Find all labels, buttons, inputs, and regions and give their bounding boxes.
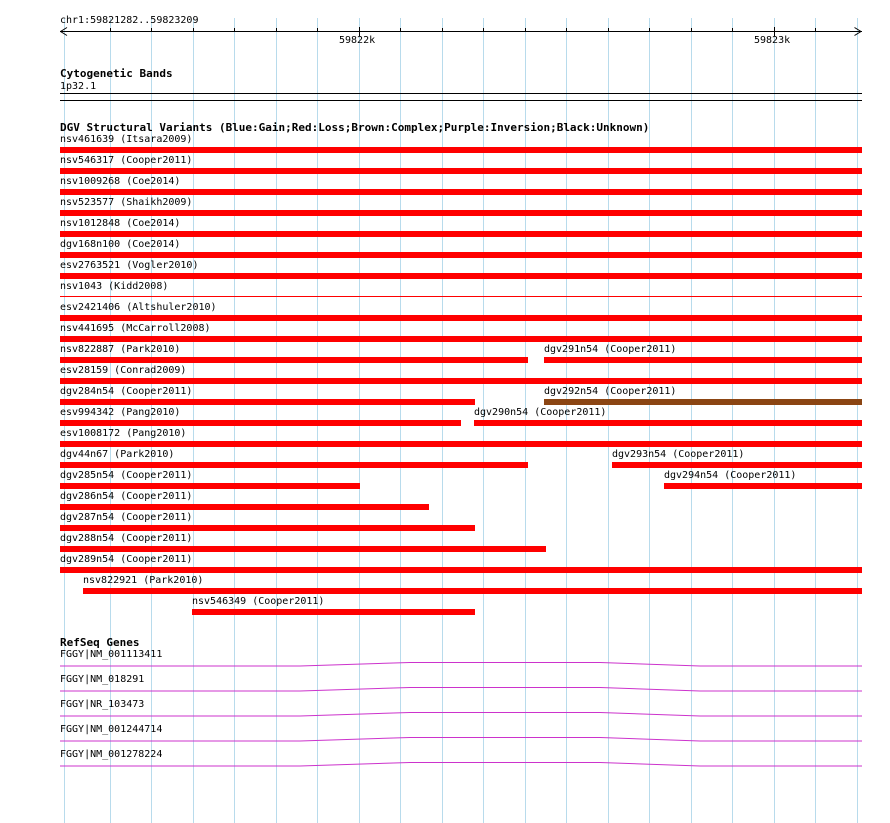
variant-label[interactable]: esv2763521 (Vogler2010) bbox=[60, 260, 199, 271]
variant-bar[interactable] bbox=[60, 315, 862, 321]
variant-label[interactable]: dgv168n100 (Coe2014) bbox=[60, 239, 181, 250]
ruler-axis bbox=[60, 31, 862, 32]
cytoband-track-title: Cytogenetic Bands bbox=[60, 67, 173, 80]
ruler-tick bbox=[193, 28, 194, 32]
ruler-tick bbox=[566, 28, 567, 32]
gene-label[interactable]: FGGY|NM_001113411 bbox=[60, 649, 163, 660]
ruler-tick bbox=[234, 28, 235, 32]
variant-label[interactable]: esv28159 (Conrad2009) bbox=[60, 365, 187, 376]
ruler-tick bbox=[317, 28, 318, 32]
ruler-tick bbox=[442, 28, 443, 32]
gene-model-line[interactable] bbox=[60, 737, 862, 745]
variant-label[interactable]: dgv284n54 (Cooper2011) bbox=[60, 386, 193, 397]
cytoband-label: 1p32.1 bbox=[60, 81, 97, 92]
ruler-tick bbox=[276, 28, 277, 32]
variant-bar[interactable] bbox=[60, 168, 862, 174]
variant-label[interactable]: nsv461639 (Itsara2009) bbox=[60, 134, 193, 145]
ruler-tick bbox=[151, 28, 152, 32]
gene-label[interactable]: FGGY|NM_018291 bbox=[60, 674, 145, 685]
ruler-tick bbox=[525, 28, 526, 32]
variant-bar[interactable] bbox=[60, 273, 862, 279]
variant-bar[interactable] bbox=[83, 588, 862, 594]
variant-bar[interactable] bbox=[60, 378, 862, 384]
variant-label[interactable]: nsv1009268 (Coe2014) bbox=[60, 176, 181, 187]
variant-label[interactable]: dgv285n54 (Cooper2011) bbox=[60, 470, 193, 481]
ruler-label-59823k: 59823k bbox=[754, 35, 791, 46]
variant-label[interactable]: nsv441695 (McCarroll2008) bbox=[60, 323, 211, 334]
variant-bar[interactable] bbox=[544, 357, 862, 363]
ruler-left-arrow-icon bbox=[60, 27, 68, 36]
variant-bar[interactable] bbox=[60, 483, 360, 489]
variant-bar[interactable] bbox=[60, 252, 862, 258]
variant-label[interactable]: dgv44n67 (Park2010) bbox=[60, 449, 175, 460]
ruler-tick bbox=[649, 28, 650, 32]
variant-bar[interactable] bbox=[192, 609, 475, 615]
ruler-tick bbox=[400, 28, 401, 32]
cytoband-bar-bottom bbox=[60, 100, 862, 101]
variant-label[interactable]: dgv294n54 (Cooper2011) bbox=[664, 470, 797, 481]
ruler-tick bbox=[483, 28, 484, 32]
refseq-track-title: RefSeq Genes bbox=[60, 636, 140, 649]
variant-bar[interactable] bbox=[612, 462, 862, 468]
variant-bar[interactable] bbox=[664, 483, 862, 489]
variant-label[interactable]: dgv290n54 (Cooper2011) bbox=[474, 407, 607, 418]
variant-label[interactable]: nsv546349 (Cooper2011) bbox=[192, 596, 325, 607]
ruler-tick bbox=[608, 28, 609, 32]
variant-bar[interactable] bbox=[60, 357, 528, 363]
variant-bar[interactable] bbox=[60, 231, 862, 237]
variant-bar[interactable] bbox=[60, 147, 862, 153]
ruler-tick bbox=[691, 28, 692, 32]
variant-bar[interactable] bbox=[60, 399, 475, 405]
variant-label[interactable]: esv2421406 (Altshuler2010) bbox=[60, 302, 217, 313]
gene-label[interactable]: FGGY|NR_103473 bbox=[60, 699, 145, 710]
variant-bar[interactable] bbox=[60, 504, 429, 510]
variant-bar[interactable] bbox=[60, 420, 461, 426]
ruler-tick bbox=[732, 28, 733, 32]
dgv-track-title: DGV Structural Variants (Blue:Gain;Red:Loss;Brown:Complex;Purple:Inversion;Black:Unknown) bbox=[60, 121, 650, 134]
variant-bar[interactable] bbox=[60, 462, 528, 468]
variant-bar[interactable] bbox=[60, 336, 862, 342]
variant-bar-complex[interactable] bbox=[544, 399, 862, 405]
variant-bar[interactable] bbox=[60, 567, 862, 573]
ruler-tick bbox=[110, 28, 111, 32]
variant-bar[interactable] bbox=[60, 189, 862, 195]
gene-model-line[interactable] bbox=[60, 662, 862, 670]
gene-label[interactable]: FGGY|NM_001244714 bbox=[60, 724, 163, 735]
variant-label[interactable]: dgv293n54 (Cooper2011) bbox=[612, 449, 745, 460]
variant-bar[interactable] bbox=[60, 441, 862, 447]
gene-model-line[interactable] bbox=[60, 762, 862, 770]
variant-bar[interactable] bbox=[60, 210, 862, 216]
ruler-tick bbox=[815, 28, 816, 32]
variant-label[interactable]: nsv822921 (Park2010) bbox=[83, 575, 204, 586]
ruler-label-59822k: 59822k bbox=[339, 35, 376, 46]
variant-label[interactable]: nsv1012848 (Coe2014) bbox=[60, 218, 181, 229]
variant-label[interactable]: nsv523577 (Shaikh2009) bbox=[60, 197, 193, 208]
variant-label[interactable]: nsv1043 (Kidd2008) bbox=[60, 281, 169, 292]
variant-label[interactable]: esv1008172 (Pang2010) bbox=[60, 428, 187, 439]
variant-label[interactable]: nsv546317 (Cooper2011) bbox=[60, 155, 193, 166]
variant-bar[interactable] bbox=[60, 546, 546, 552]
ruler-region-label: chr1:59821282..59823209 bbox=[60, 15, 199, 26]
cytoband-bar-top bbox=[60, 93, 862, 94]
variant-label[interactable]: dgv288n54 (Cooper2011) bbox=[60, 533, 193, 544]
variant-bar-thin[interactable] bbox=[60, 296, 862, 297]
variant-label[interactable]: esv994342 (Pang2010) bbox=[60, 407, 181, 418]
variant-label[interactable]: nsv822887 (Park2010) bbox=[60, 344, 181, 355]
gene-model-line[interactable] bbox=[60, 712, 862, 720]
variant-label[interactable]: dgv292n54 (Cooper2011) bbox=[544, 386, 677, 397]
variant-bar[interactable] bbox=[60, 525, 475, 531]
variant-label[interactable]: dgv291n54 (Cooper2011) bbox=[544, 344, 677, 355]
variant-label[interactable]: dgv286n54 (Cooper2011) bbox=[60, 491, 193, 502]
gene-label[interactable]: FGGY|NM_001278224 bbox=[60, 749, 163, 760]
variant-label[interactable]: dgv287n54 (Cooper2011) bbox=[60, 512, 193, 523]
ruler-right-arrow-icon bbox=[854, 27, 862, 36]
gene-model-line[interactable] bbox=[60, 687, 862, 695]
variant-label[interactable]: dgv289n54 (Cooper2011) bbox=[60, 554, 193, 565]
variant-bar[interactable] bbox=[474, 420, 862, 426]
